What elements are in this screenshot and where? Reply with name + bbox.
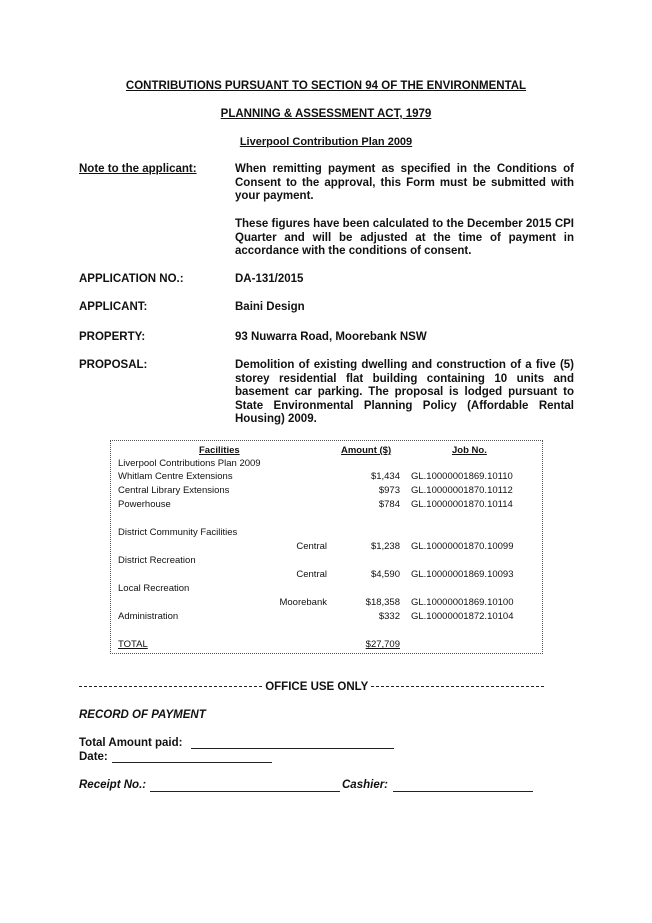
row-job-no: GL.10000001870.10112: [411, 485, 513, 496]
row-amount: $1,434: [370, 471, 400, 482]
row-job-no: GL.10000001869.10093: [411, 569, 514, 580]
proposal-value: Demolition of existing dwelling and construction of a five (5) storey residential flat building containing 10 units and basement car parking. The proposal is lodged pursuant to State Environmental Planning Policy (Affordable Rental Housing) 2009.: [235, 359, 574, 425]
receipt-field[interactable]: [150, 791, 340, 792]
note-para-1: When remitting payment as specified in the Conditions of Consent to the approval, this Form must be submitted with your payment.: [235, 163, 574, 202]
row-amount: $784: [378, 499, 400, 510]
applicant-label: APPLICANT:: [79, 301, 148, 313]
row-job-no: GL.10000001870.10099: [411, 541, 514, 552]
row-job-no: GL.10000001870.10114: [411, 499, 513, 510]
row-job-no: GL.10000001869.10100: [411, 597, 514, 608]
property-value: 93 Nuwarra Road, Moorebank NSW: [235, 331, 427, 343]
plan-title: Liverpool Contributions Plan 2009: [118, 458, 261, 469]
receipt-label: Receipt No.:: [79, 779, 147, 791]
cashier-field[interactable]: [393, 791, 533, 792]
row-amount: $973: [378, 485, 400, 496]
title-line-2: PLANNING & ASSESSMENT ACT, 1979: [220, 108, 432, 120]
row-amount: $18,358: [365, 597, 400, 608]
row-facility: District Recreation: [118, 555, 196, 566]
note-para-2: These figures have been calculated to the December 2015 CPI Quarter and will be adjusted at the time of payment in accordance with the conditions of consent.: [235, 218, 574, 257]
total-amount: $27,709: [365, 639, 400, 650]
row-facility: Whitlam Centre Extensions: [118, 471, 233, 482]
title-line-1: CONTRIBUTIONS PURSUANT TO SECTION 94 OF THE ENVIRONMENTAL: [125, 80, 527, 92]
record-of-payment: RECORD OF PAYMENT: [79, 709, 206, 721]
total-paid-label: Total Amount paid:: [79, 737, 183, 749]
cashier-label: Cashier:: [342, 779, 389, 791]
plan-name: Liverpool Contribution Plan 2009: [239, 136, 413, 148]
row-amount: $4,590: [370, 569, 400, 580]
note-label: Note to the applicant:: [79, 163, 197, 175]
date-label: Date:: [79, 751, 108, 763]
row-facility: Local Recreation: [118, 583, 190, 594]
date-field[interactable]: [112, 762, 272, 763]
row-area: Moorebank: [279, 597, 327, 608]
proposal-label: PROPOSAL:: [79, 359, 148, 371]
row-facility: District Community Facilities: [118, 527, 238, 538]
total-label: TOTAL: [118, 639, 148, 650]
row-job-no: GL.10000001872.10104: [411, 611, 514, 622]
contributions-table: [110, 440, 543, 654]
divider-right: [371, 686, 544, 687]
office-use-divider: [79, 681, 553, 693]
header-job-no: Job No.: [452, 445, 487, 456]
row-facility: Central Library Extensions: [118, 485, 230, 496]
property-label: PROPERTY:: [79, 331, 146, 343]
application-value: DA-131/2015: [235, 273, 304, 285]
applicant-value: Baini Design: [235, 301, 305, 313]
application-label: APPLICATION NO.:: [79, 273, 184, 285]
row-job-no: GL.10000001869.10110: [411, 471, 513, 482]
row-area: Central: [296, 541, 327, 552]
row-amount: $1,238: [370, 541, 400, 552]
row-area: Central: [296, 569, 327, 580]
total-paid-field[interactable]: [191, 748, 394, 749]
row-facility: Administration: [118, 611, 179, 622]
row-facility: Powerhouse: [118, 499, 171, 510]
row-amount: $332: [378, 611, 400, 622]
header-facilities: Facilities: [199, 445, 240, 456]
divider-left: [79, 686, 262, 687]
header-amount: Amount ($): [341, 445, 392, 456]
office-use-heading: OFFICE USE ONLY: [265, 681, 369, 693]
